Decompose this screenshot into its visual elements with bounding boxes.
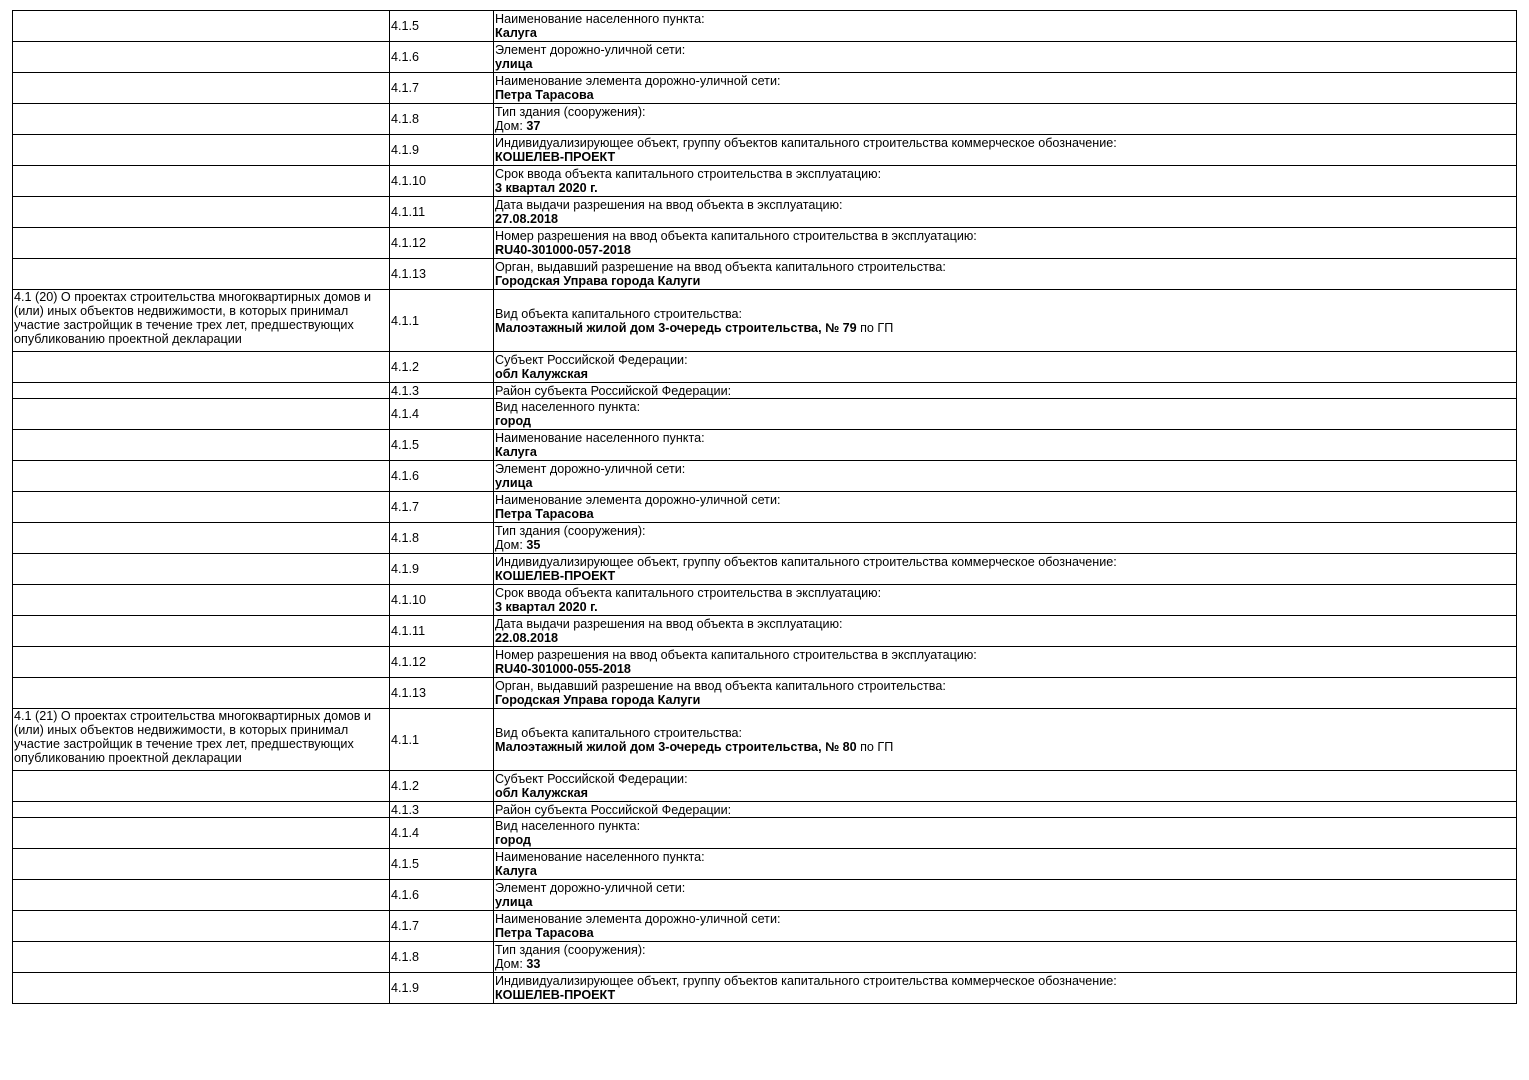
item-content	[494, 709, 1517, 771]
section-cell: 4.1 (21) О проектах строительства многоквартирных домов и (или) иных объектов недвижимости, в которых принимал участие застройщик в течение трех лет, предшествующих опубликованию проектной декларации	[13, 709, 390, 771]
table-row	[13, 461, 1517, 492]
item-label: Вид объекта капитального строительства:	[495, 306, 743, 321]
item-number: 4.1.11	[390, 197, 494, 228]
table-row	[13, 104, 1517, 135]
item-content	[494, 849, 1517, 880]
item-number: 4.1.10	[390, 585, 494, 616]
item-content	[494, 290, 1517, 352]
section-cell	[13, 771, 390, 802]
item-value-line	[495, 600, 1515, 614]
item-content	[494, 461, 1517, 492]
section-cell	[13, 228, 390, 259]
table-row	[13, 399, 1517, 430]
item-content	[494, 104, 1517, 135]
item-number: 4.1.8	[390, 523, 494, 554]
item-content	[494, 42, 1517, 73]
item-content	[494, 771, 1517, 802]
item-label: Наименование элемента дорожно-уличной сети:	[495, 493, 781, 507]
section-cell	[13, 383, 390, 399]
table-row	[13, 383, 1517, 399]
item-number: 4.1.6	[390, 42, 494, 73]
table-row	[13, 942, 1517, 973]
item-value: 3 квартал 2020 г.	[495, 181, 598, 195]
item-label: Срок ввода объекта капитального строительства в эксплуатацию:	[495, 586, 882, 600]
item-value: КОШЕЛЕВ-ПРОЕКТ	[495, 569, 616, 583]
item-value-line	[495, 414, 1515, 428]
item-number: 4.1.3	[390, 383, 494, 399]
table-row	[13, 135, 1517, 166]
item-value: 33	[526, 957, 541, 971]
item-label: Субъект Российской Федерации:	[495, 353, 688, 367]
table-row	[13, 197, 1517, 228]
item-value: город	[495, 833, 531, 847]
table-row	[13, 973, 1517, 1004]
section-cell	[13, 11, 390, 42]
item-value: КОШЕЛЕВ-ПРОЕКТ	[495, 150, 616, 164]
table-row	[13, 880, 1517, 911]
item-value: КОШЕЛЕВ-ПРОЕКТ	[495, 988, 616, 1002]
section-cell	[13, 678, 390, 709]
table-row	[13, 709, 1517, 771]
item-label: Вид населенного пункта:	[495, 819, 641, 833]
item-value-line	[495, 786, 1515, 800]
item-number: 4.1.1	[390, 709, 494, 771]
item-value: Малоэтажный жилой дом 3-очередь строительства, № 80	[495, 739, 857, 754]
section-cell	[13, 942, 390, 973]
section-cell	[13, 585, 390, 616]
item-content	[494, 818, 1517, 849]
item-value: Калуга	[495, 26, 537, 40]
section-cell	[13, 166, 390, 197]
item-value-line	[495, 833, 1515, 847]
item-label: Индивидуализирующее объект, группу объектов капитального строительства коммерческое обозначение:	[495, 555, 1117, 569]
item-number: 4.1.5	[390, 849, 494, 880]
item-value-line	[495, 538, 1515, 552]
item-number: 4.1.8	[390, 104, 494, 135]
item-number: 4.1.7	[390, 911, 494, 942]
item-content	[494, 259, 1517, 290]
table-row	[13, 290, 1517, 352]
table-row	[13, 259, 1517, 290]
value-suffix: по ГП	[856, 320, 894, 335]
item-value-line	[495, 957, 1515, 971]
item-value-line	[495, 57, 1515, 71]
item-value-line	[495, 321, 1515, 335]
item-content	[494, 678, 1517, 709]
item-number: 4.1.4	[390, 399, 494, 430]
item-value-line	[495, 212, 1515, 226]
item-value: RU40-301000-057-2018	[495, 243, 631, 257]
item-value-line	[495, 507, 1515, 521]
table-body	[13, 11, 1517, 1004]
item-content	[494, 942, 1517, 973]
value-prefix: Дом:	[495, 119, 527, 133]
table-row	[13, 554, 1517, 585]
table-row	[13, 228, 1517, 259]
item-value: Петра Тарасова	[495, 88, 594, 102]
item-value: 35	[526, 538, 541, 552]
value-prefix: Дом:	[495, 538, 527, 552]
item-value: Малоэтажный жилой дом 3-очередь строительства, № 79	[495, 320, 857, 335]
item-label: Район субъекта Российской Федерации:	[495, 383, 732, 398]
item-value-line	[495, 181, 1515, 195]
item-number: 4.1.7	[390, 492, 494, 523]
table-row	[13, 818, 1517, 849]
item-number: 4.1.5	[390, 11, 494, 42]
item-content	[494, 197, 1517, 228]
value-suffix: по ГП	[856, 739, 894, 754]
item-number: 4.1.5	[390, 430, 494, 461]
item-label: Наименование элемента дорожно-уличной сети:	[495, 74, 781, 88]
item-value-line	[495, 243, 1515, 257]
item-value-line	[495, 662, 1515, 676]
item-content	[494, 352, 1517, 383]
item-value-line	[495, 864, 1515, 878]
item-label: Индивидуализирующее объект, группу объектов капитального строительства коммерческое обозначение:	[495, 974, 1117, 988]
table-row	[13, 166, 1517, 197]
item-number: 4.1.7	[390, 73, 494, 104]
table-row	[13, 492, 1517, 523]
item-content	[494, 647, 1517, 678]
item-number: 4.1.2	[390, 771, 494, 802]
item-value-line	[495, 119, 1515, 133]
item-content	[494, 911, 1517, 942]
section-cell	[13, 616, 390, 647]
item-value: обл Калужская	[495, 367, 588, 381]
item-label: Орган, выдавший разрешение на ввод объекта капитального строительства:	[495, 260, 946, 274]
item-label: Наименование населенного пункта:	[495, 850, 705, 864]
section-cell	[13, 911, 390, 942]
item-value: Городская Управа города Калуги	[495, 274, 701, 288]
item-value: RU40-301000-055-2018	[495, 662, 631, 676]
section-cell	[13, 352, 390, 383]
item-value-line	[495, 445, 1515, 459]
item-label: Номер разрешения на ввод объекта капитального строительства в эксплуатацию:	[495, 229, 977, 243]
item-label: Индивидуализирующее объект, группу объектов капитального строительства коммерческое обозначение:	[495, 136, 1117, 150]
item-value-line	[495, 88, 1515, 102]
item-content	[494, 523, 1517, 554]
section-cell	[13, 647, 390, 678]
declaration-table	[12, 10, 1517, 1004]
item-number: 4.1.9	[390, 554, 494, 585]
table-row	[13, 352, 1517, 383]
item-number: 4.1.13	[390, 678, 494, 709]
section-cell	[13, 523, 390, 554]
item-number: 4.1.2	[390, 352, 494, 383]
section-cell	[13, 849, 390, 880]
item-label: Район субъекта Российской Федерации:	[495, 802, 732, 817]
item-content	[494, 492, 1517, 523]
item-number: 4.1.13	[390, 259, 494, 290]
item-content	[494, 973, 1517, 1004]
table-row	[13, 42, 1517, 73]
item-label: Номер разрешения на ввод объекта капитального строительства в эксплуатацию:	[495, 648, 977, 662]
item-content	[494, 228, 1517, 259]
item-label: Наименование элемента дорожно-уличной сети:	[495, 912, 781, 926]
item-label: Срок ввода объекта капитального строительства в эксплуатацию:	[495, 167, 882, 181]
item-label: Наименование населенного пункта:	[495, 431, 705, 445]
section-cell	[13, 135, 390, 166]
item-content	[494, 11, 1517, 42]
section-cell	[13, 818, 390, 849]
item-content	[494, 802, 1517, 818]
table-row	[13, 73, 1517, 104]
item-number: 4.1.10	[390, 166, 494, 197]
item-number: 4.1.11	[390, 616, 494, 647]
item-value: Калуга	[495, 445, 537, 459]
table-row	[13, 616, 1517, 647]
item-number: 4.1.3	[390, 802, 494, 818]
item-label: Элемент дорожно-уличной сети:	[495, 43, 686, 57]
table-row	[13, 11, 1517, 42]
item-label: Элемент дорожно-уличной сети:	[495, 881, 686, 895]
table-row	[13, 849, 1517, 880]
item-content	[494, 880, 1517, 911]
item-value: Петра Тарасова	[495, 507, 594, 521]
section-cell	[13, 880, 390, 911]
section-cell	[13, 104, 390, 135]
item-value: Калуга	[495, 864, 537, 878]
item-number: 4.1.12	[390, 228, 494, 259]
item-value-line	[495, 988, 1515, 1002]
item-value-line	[495, 150, 1515, 164]
item-value: обл Калужская	[495, 786, 588, 800]
item-value: улица	[495, 57, 533, 71]
item-value-line	[495, 476, 1515, 490]
table-row	[13, 802, 1517, 818]
item-value-line	[495, 895, 1515, 909]
item-label: Вид населенного пункта:	[495, 400, 641, 414]
item-content	[494, 73, 1517, 104]
item-value-line	[495, 740, 1515, 754]
item-number: 4.1.6	[390, 880, 494, 911]
item-value-line	[495, 274, 1515, 288]
table-row	[13, 647, 1517, 678]
item-label: Тип здания (сооружения):	[495, 943, 646, 957]
section-cell	[13, 461, 390, 492]
section-cell	[13, 973, 390, 1004]
item-value: улица	[495, 476, 533, 490]
item-content	[494, 585, 1517, 616]
section-cell	[13, 492, 390, 523]
item-label: Дата выдачи разрешения на ввод объекта в эксплуатацию:	[495, 617, 843, 631]
item-value: улица	[495, 895, 533, 909]
section-cell	[13, 73, 390, 104]
item-label: Тип здания (сооружения):	[495, 524, 646, 538]
item-number: 4.1.8	[390, 942, 494, 973]
item-number: 4.1.9	[390, 135, 494, 166]
table-row	[13, 430, 1517, 461]
section-cell	[13, 197, 390, 228]
item-label: Дата выдачи разрешения на ввод объекта в эксплуатацию:	[495, 198, 843, 212]
table-row	[13, 771, 1517, 802]
section-cell: 4.1 (20) О проектах строительства многоквартирных домов и (или) иных объектов недвижимости, в которых принимал участие застройщик в течение трех лет, предшествующих опубликованию проектной декларации	[13, 290, 390, 352]
value-prefix: Дом:	[495, 957, 527, 971]
item-value-line	[495, 926, 1515, 940]
item-value: 27.08.2018	[495, 212, 559, 226]
item-value-line	[495, 367, 1515, 381]
item-value: Петра Тарасова	[495, 926, 594, 940]
table-row	[13, 585, 1517, 616]
item-content	[494, 430, 1517, 461]
item-content	[494, 399, 1517, 430]
item-label: Тип здания (сооружения):	[495, 105, 646, 119]
section-cell	[13, 399, 390, 430]
item-label: Орган, выдавший разрешение на ввод объекта капитального строительства:	[495, 679, 946, 693]
item-value-line	[495, 26, 1515, 40]
item-number: 4.1.9	[390, 973, 494, 1004]
item-value: Городская Управа города Калуги	[495, 693, 701, 707]
item-number: 4.1.12	[390, 647, 494, 678]
section-cell	[13, 802, 390, 818]
item-value: 3 квартал 2020 г.	[495, 600, 598, 614]
item-label: Субъект Российской Федерации:	[495, 772, 688, 786]
item-label: Наименование населенного пункта:	[495, 12, 705, 26]
item-value: 22.08.2018	[495, 631, 559, 645]
item-content	[494, 383, 1517, 399]
item-number: 4.1.6	[390, 461, 494, 492]
section-cell	[13, 554, 390, 585]
table-row	[13, 911, 1517, 942]
item-value: 37	[526, 119, 541, 133]
table-row	[13, 523, 1517, 554]
item-label: Элемент дорожно-уличной сети:	[495, 462, 686, 476]
item-label: Вид объекта капитального строительства:	[495, 725, 743, 740]
item-content	[494, 135, 1517, 166]
item-content	[494, 554, 1517, 585]
item-value-line	[495, 693, 1515, 707]
section-cell	[13, 259, 390, 290]
item-number: 4.1.4	[390, 818, 494, 849]
item-number: 4.1.1	[390, 290, 494, 352]
table-row	[13, 678, 1517, 709]
item-value-line	[495, 631, 1515, 645]
section-cell	[13, 42, 390, 73]
item-content	[494, 616, 1517, 647]
item-value-line	[495, 569, 1515, 583]
item-value: город	[495, 414, 531, 428]
section-cell	[13, 430, 390, 461]
item-content	[494, 166, 1517, 197]
